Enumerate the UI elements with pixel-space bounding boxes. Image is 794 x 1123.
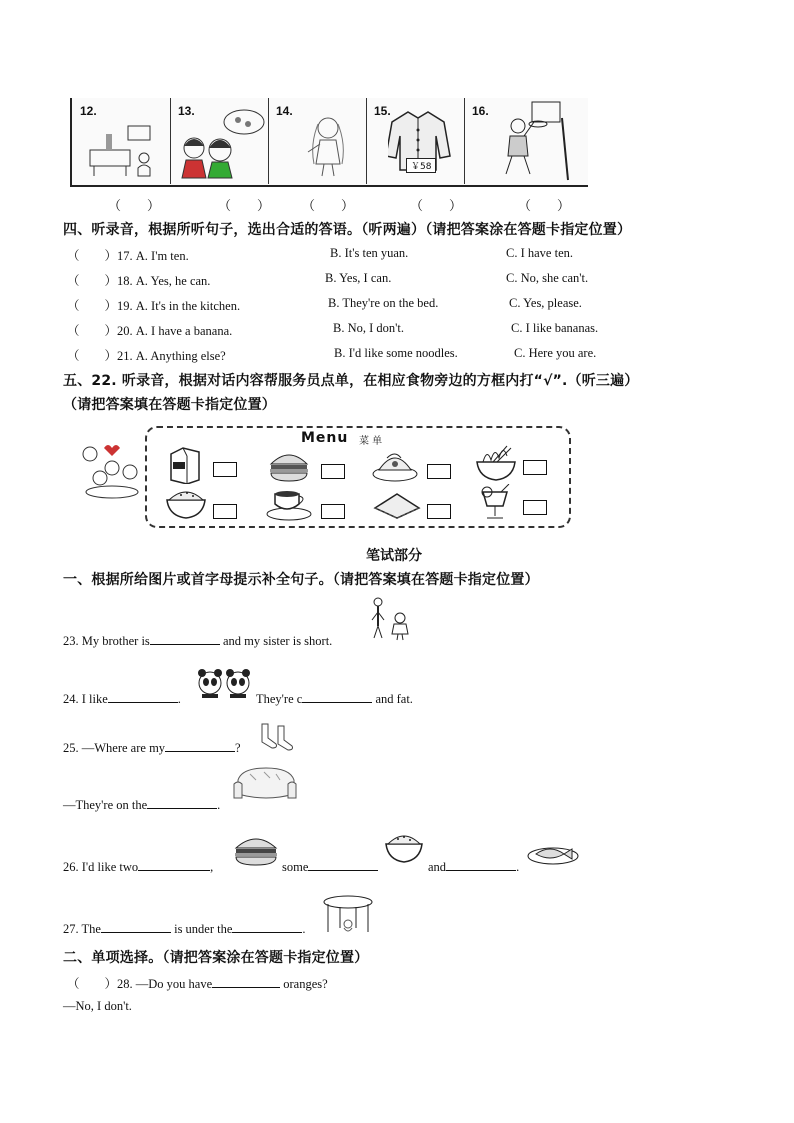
- q26-text-e: .: [516, 860, 520, 874]
- question-24: [63, 690, 181, 707]
- menu-title-cn: 菜 单: [359, 436, 383, 447]
- checkbox-sandwich[interactable]: [427, 504, 451, 519]
- hamburger-picture-icon: [232, 832, 280, 868]
- answer-blank-26c[interactable]: [446, 858, 516, 871]
- rice-icon: [163, 486, 209, 522]
- open-paren: （: [67, 299, 105, 313]
- question-option-a: ）17. A. I'm ten.: [104, 249, 189, 263]
- q27-text-a: 27. The: [63, 922, 101, 936]
- question-24-part2: [256, 690, 413, 707]
- family-eating-icon: [174, 104, 266, 182]
- rice-bowl-picture-icon: [382, 830, 426, 866]
- picture-cell-15: [366, 98, 465, 184]
- q27-text-c: .: [302, 922, 306, 936]
- q23-text-a: 23. My brother is: [63, 634, 150, 648]
- answer-blank-25a[interactable]: [165, 739, 235, 752]
- question-option-a: ）21. A. Anything else?: [104, 349, 226, 363]
- question-25: [63, 739, 241, 756]
- picture-cell-13: [170, 98, 269, 184]
- question-26-part3: [428, 858, 519, 875]
- item-number: 16.: [472, 104, 489, 118]
- answer-blank-23[interactable]: [150, 632, 220, 645]
- girl-icon: [298, 114, 358, 180]
- q28-paren[interactable]: （ ）: [67, 977, 118, 991]
- open-paren: （: [67, 324, 105, 338]
- checkbox-chicken[interactable]: [427, 464, 451, 479]
- question-row-18: [67, 271, 210, 289]
- part2-heading: 二、单项选择。（请把答案涂在答题卡指定位置）: [63, 950, 369, 966]
- q26-text-b: ,: [210, 860, 214, 874]
- q26-text-d: and: [428, 860, 447, 874]
- question-option-b: B. I'd like some noodles.: [334, 346, 458, 360]
- question-option-a: ）20. A. I have a banana.: [104, 324, 233, 338]
- open-paren: （: [67, 349, 105, 363]
- open-paren: （: [67, 274, 105, 288]
- answer-blank-27a[interactable]: [101, 920, 171, 933]
- checkbox-milk[interactable]: [213, 462, 237, 477]
- question-27: [63, 920, 306, 937]
- chicken-icon: [371, 444, 419, 484]
- section5-heading: 五、22. 听录音，根据对话内容帮服务员点单，在相应食物旁边的方框内打“√”.（听三遍）: [63, 373, 639, 389]
- question-option-c: C. I like bananas.: [511, 321, 599, 335]
- question-26: [63, 858, 213, 875]
- socks-icon: [256, 722, 298, 752]
- answer-blank-24b[interactable]: [302, 690, 372, 703]
- q24-text-c: They're c: [256, 692, 303, 706]
- coffee-icon: [265, 486, 315, 522]
- question-option-c: C. I have ten.: [506, 246, 573, 260]
- q27-text-b: is under the: [174, 922, 233, 936]
- sandwich-icon: [371, 490, 421, 522]
- answer-blank-24a[interactable]: [108, 690, 178, 703]
- question-option-a: ）19. A. It's in the kitchen.: [104, 299, 241, 313]
- answer-blank-25b[interactable]: [147, 796, 217, 809]
- section5-subheading: （请把答案填在答题卡指定位置）: [63, 397, 276, 413]
- q24-text-d: and fat.: [375, 692, 413, 706]
- question-row-17: [67, 246, 189, 264]
- answer-blank-26b[interactable]: [308, 858, 378, 871]
- picture-cell-14: [268, 98, 367, 184]
- picture-strip: [70, 98, 588, 187]
- question-row-21: [67, 346, 226, 364]
- milk-icon: [163, 446, 207, 484]
- cat-under-table-icon: [322, 894, 374, 936]
- question-25-answer: [63, 796, 220, 813]
- q25-text-a: 25. —Where are my: [63, 741, 166, 755]
- q28-text-a: 28. —Do you have: [117, 977, 213, 991]
- q25-text-c: —They're on the: [63, 798, 148, 812]
- q25-text-b: ?: [235, 741, 241, 755]
- question-option-c: C. Here you are.: [514, 346, 597, 360]
- answer-paren-13[interactable]: （ ）: [218, 198, 271, 213]
- q26-text-c: some: [282, 860, 309, 874]
- q26-text-a: 26. I'd like two: [63, 860, 139, 874]
- basketball-player-icon: [488, 100, 578, 182]
- open-paren: （: [67, 249, 105, 263]
- question-option-c: C. Yes, please.: [509, 296, 582, 310]
- q28-text-b: oranges?: [283, 977, 328, 991]
- picture-cell-12: [72, 98, 171, 184]
- pandas-icon: [196, 668, 252, 698]
- question-28: [67, 974, 328, 992]
- question-option-b: B. It's ten yuan.: [330, 246, 409, 260]
- question-23: [63, 632, 332, 649]
- checkbox-noodles[interactable]: [523, 460, 547, 475]
- item-number: 12.: [80, 104, 97, 118]
- answer-blank-28[interactable]: [212, 975, 280, 988]
- checkbox-hamburger[interactable]: [321, 464, 345, 479]
- menu-title: Menu: [301, 430, 349, 446]
- q24-text-b: .: [177, 692, 181, 706]
- item-number: 13.: [178, 104, 195, 118]
- question-option-b: B. Yes, I can.: [325, 271, 392, 285]
- q23-text-b: and my sister is short.: [222, 634, 333, 648]
- written-section-title: 笔试部分: [366, 548, 422, 564]
- answer-paren-12[interactable]: （ ）: [108, 198, 161, 213]
- question-row-20: [67, 321, 232, 339]
- fish-plate-picture-icon: [526, 838, 580, 868]
- question-option-c: C. No, she can't.: [506, 271, 589, 285]
- question-option-b: B. They're on the bed.: [328, 296, 439, 310]
- answer-paren-15[interactable]: （ ）: [410, 198, 463, 213]
- answer-paren-14[interactable]: （ ）: [302, 198, 355, 213]
- people-at-table-icon: [76, 438, 142, 504]
- question-row-19: [67, 296, 240, 314]
- part1-heading: 一、根据所给图片或首字母提示补全句子。（请把答案填在答题卡指定位置）: [63, 572, 539, 588]
- question-26-part2: [282, 858, 378, 875]
- question-option-b: B. No, I don't.: [333, 321, 405, 335]
- q25-text-d: .: [217, 798, 221, 812]
- hamburger-icon: [267, 448, 311, 484]
- answer-blank-27b[interactable]: [232, 920, 302, 933]
- noodles-icon: [473, 444, 519, 484]
- checkbox-juice[interactable]: [523, 500, 547, 515]
- answer-paren-16[interactable]: （ ）: [518, 198, 571, 213]
- price-tag: ￥58: [406, 158, 436, 173]
- q24-text-a: 24. I like: [63, 692, 108, 706]
- picture-cell-16: [464, 98, 588, 184]
- item-number: 14.: [276, 104, 293, 118]
- question-option-a: ）18. A. Yes, he can.: [104, 274, 211, 288]
- checkbox-coffee[interactable]: [321, 504, 345, 519]
- tall-and-short-people-icon: [368, 596, 412, 642]
- answer-blank-26a[interactable]: [138, 858, 210, 871]
- juice-icon: [477, 484, 517, 524]
- item-number: 15.: [374, 104, 391, 118]
- living-room-icon: [86, 122, 164, 180]
- question-28-response: —No, I don't.: [63, 999, 132, 1013]
- section4-heading: 四、听录音，根据所听句子，选出合适的答语。（听两遍）（请把答案涂在答题卡指定位置）: [63, 222, 632, 238]
- checkbox-rice[interactable]: [213, 504, 237, 519]
- menu-board: [145, 426, 571, 528]
- sofa-icon: [230, 764, 300, 804]
